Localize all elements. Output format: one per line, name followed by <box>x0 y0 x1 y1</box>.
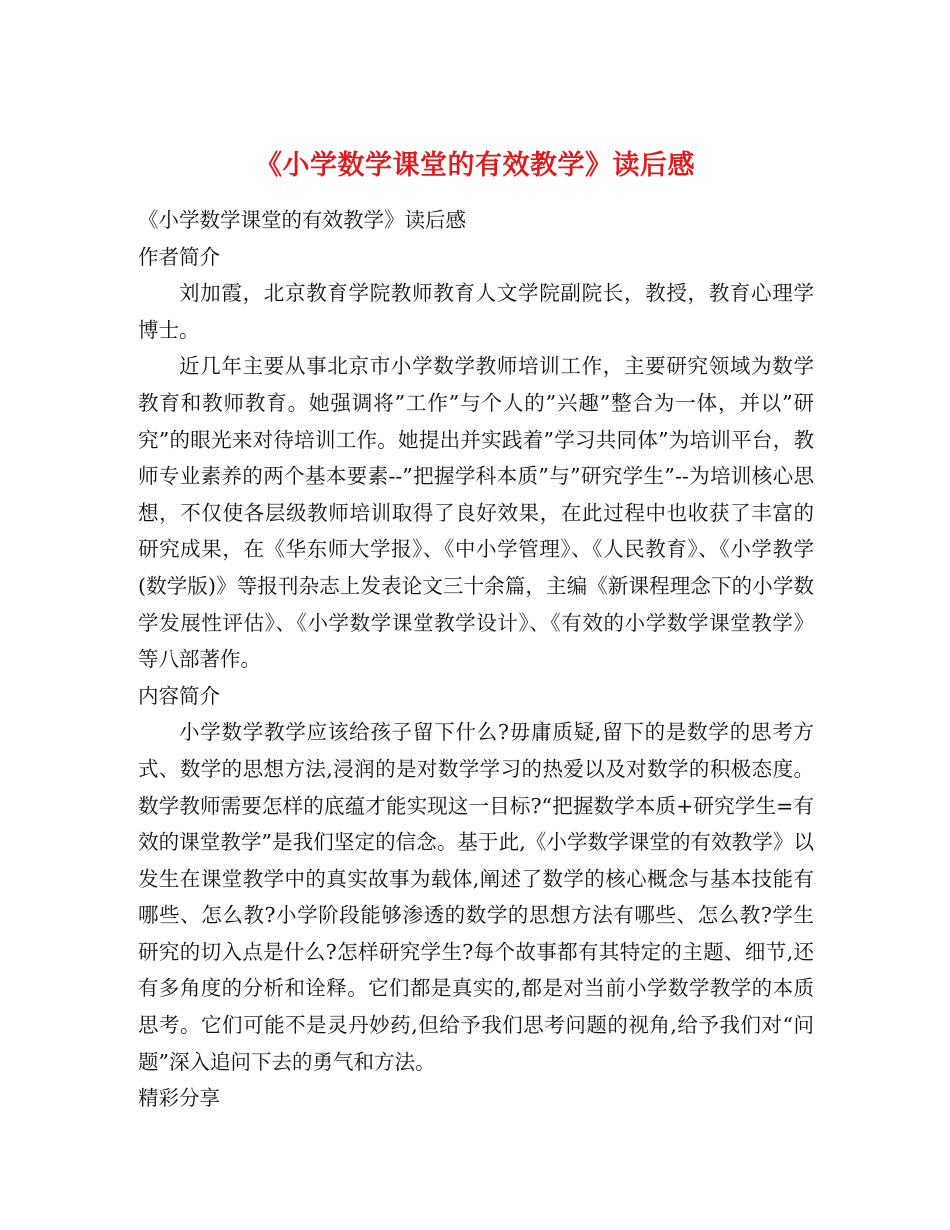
author-paragraph-1: 刘加霞，北京教育学院教师教育人文学院副院长，教授，教育心理学博士。 <box>138 281 814 342</box>
document-title: 《小学数学课堂的有效教学》读后感 <box>255 150 695 182</box>
share-section-heading: 精彩分享 <box>138 1086 220 1111</box>
author-paragraph-2: 近几年主要从事北京市小学数学教师培训工作，主要研究领域为数学教育和教师教育。她强调将”工作”与个人的”兴趣”整合为一体，并以”研究”的眼光来对待培训工作。她提出并实践着”学习共同体”为培训平台，教师专业素养的两个基本要素--”把握学科本质”与”研究学生”--为培训核心思想，不仅使各层级教师培训取得了良好效果，在此过程中也收获了丰富的研究成果，在《华东师大学报》、《中小学管理》、《人民教育》、《小学教学(数学版)》等报刊杂志上发表论文三十余篇，主编《新课程理念下的小学数学发展性评估》、《小学数学课堂教学设计》、《有效的小学数学课堂教学》等八部著作。 <box>138 354 814 672</box>
author-section-heading: 作者简介 <box>138 244 220 269</box>
content-section-heading: 内容简介 <box>138 683 220 708</box>
content-paragraph-1: 小学数学教学应该给孩子留下什么?毋庸质疑,留下的是数学的思考方式、数学的思想方法,浸润的是对数学学习的热爱以及对数学的积极态度。数学教师需要怎样的底蕴才能实现这一目标?“把握数学本质+研究学生=有效的课堂教学”是我们坚定的信念。基于此,《小学数学课堂的有效教学》以发生在课堂教学中的真实故事为载体,阐述了数学的核心概念与基本技能有哪些、怎么教?小学阶段能够渗透的数学的思想方法有哪些、怎么教?学生研究的切入点是什么?怎样研究学生?每个故事都有其特定的主题、细节,还有多角度的分析和诠释。它们都是真实的,都是对当前小学数学教学的本质思考。它们可能不是灵丹妙药,但给予我们思考问题的视角,给予我们对“问题”深入追问下去的勇气和方法。 <box>138 720 814 1074</box>
document-body <box>138 202 814 1117</box>
document-subtitle: 《小学数学课堂的有效教学》读后感 <box>138 208 466 232</box>
